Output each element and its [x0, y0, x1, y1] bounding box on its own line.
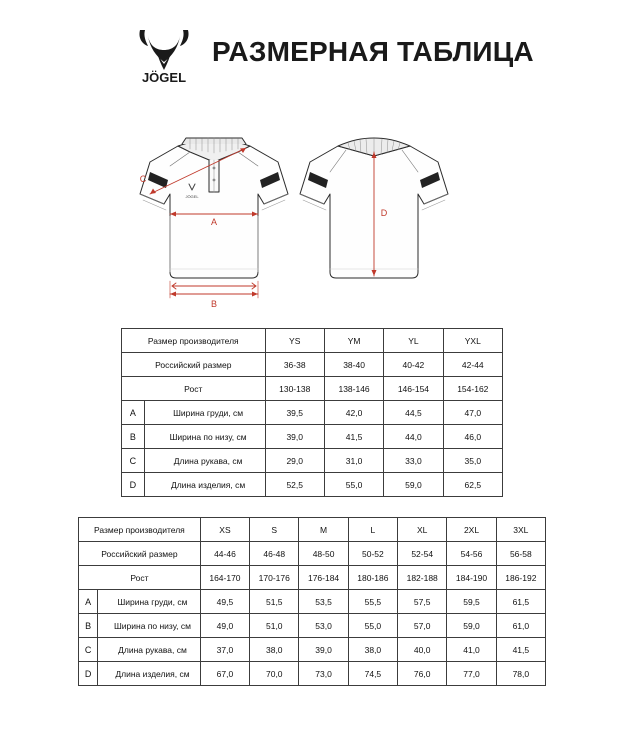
cell-value: 73,0 [299, 662, 348, 686]
size-col-header: YXL [443, 329, 502, 353]
cell-value: 39,0 [299, 638, 348, 662]
cell-value: 47,0 [443, 401, 502, 425]
row-letter: D [122, 473, 145, 497]
cell-value: 33,0 [384, 449, 443, 473]
cell-value: 56-58 [496, 542, 545, 566]
table-row [122, 329, 503, 353]
cell-value: 164-170 [200, 566, 249, 590]
cell-value: 42,0 [324, 401, 383, 425]
size-col-header: L [348, 518, 397, 542]
cell-value: 37,0 [200, 638, 249, 662]
cell-value: 29,0 [265, 449, 324, 473]
row-label: Длина изделия, см [98, 662, 201, 686]
size-col-header: YM [324, 329, 383, 353]
table-row [79, 566, 546, 590]
cell-value: 44-46 [200, 542, 249, 566]
cell-value: 39,5 [265, 401, 324, 425]
label-b: B [210, 299, 218, 309]
row-label: Рост [122, 377, 266, 401]
cell-value: 78,0 [496, 662, 545, 686]
cell-value: 50-52 [348, 542, 397, 566]
size-col-header: M [299, 518, 348, 542]
cell-value: 70,0 [250, 662, 299, 686]
cell-value: 38-40 [324, 353, 383, 377]
cell-value: 48-50 [299, 542, 348, 566]
cell-value: 42-44 [443, 353, 502, 377]
bottom-padding [0, 686, 624, 726]
cell-value: 176-184 [299, 566, 348, 590]
table-row [122, 401, 503, 425]
table-row [122, 377, 503, 401]
table-row [79, 518, 546, 542]
cell-value: 52-54 [398, 542, 447, 566]
cell-value: 76,0 [398, 662, 447, 686]
row-letter: A [79, 590, 98, 614]
cell-value: 53,0 [299, 614, 348, 638]
row-letter: D [79, 662, 98, 686]
cell-value: 31,0 [324, 449, 383, 473]
table-youth-sizes [121, 328, 503, 497]
cell-value: 44,5 [384, 401, 443, 425]
table-row [122, 353, 503, 377]
cell-value: 39,0 [265, 425, 324, 449]
cell-value: 38,0 [348, 638, 397, 662]
cell-value: 55,0 [348, 614, 397, 638]
cell-value: 180-186 [348, 566, 397, 590]
row-label: Длина изделия, см [144, 473, 265, 497]
cell-value: 36-38 [265, 353, 324, 377]
row-letter: B [122, 425, 145, 449]
size-col-header: YL [384, 329, 443, 353]
cell-value: 44,0 [384, 425, 443, 449]
cell-value: 41,0 [447, 638, 496, 662]
cell-value: 46-48 [250, 542, 299, 566]
measure-lines [168, 283, 262, 289]
svg-text:JÖGEL: JÖGEL [185, 194, 199, 199]
page-title: РАЗМЕРНАЯ ТАБЛИЦА [212, 36, 534, 67]
logo-wordmark: JÖGEL [141, 70, 187, 85]
cell-value: 52,5 [265, 473, 324, 497]
cell-value: 49,5 [200, 590, 249, 614]
row-label: Российский размер [122, 353, 266, 377]
cell-value: 61,5 [496, 590, 545, 614]
cell-value: 67,0 [200, 662, 249, 686]
table-row [122, 473, 503, 497]
cell-value: 62,5 [443, 473, 502, 497]
row-label: Ширина груди, см [98, 590, 201, 614]
cell-value: 182-188 [398, 566, 447, 590]
size-tables [0, 328, 624, 726]
cell-value: 186-192 [496, 566, 545, 590]
cell-value: 59,0 [384, 473, 443, 497]
cell-value: 40-42 [384, 353, 443, 377]
size-col-header: 3XL [496, 518, 545, 542]
cell-value: 138-146 [324, 377, 383, 401]
row-label: Ширина по низу, см [144, 425, 265, 449]
cell-value: 77,0 [447, 662, 496, 686]
cell-value: 130-138 [265, 377, 324, 401]
header-manufacturer-size: Размер производителя [79, 518, 201, 542]
table-row [79, 542, 546, 566]
row-letter: A [122, 401, 145, 425]
table-row [79, 662, 546, 686]
table-spacer [0, 497, 624, 517]
cell-value: 55,0 [324, 473, 383, 497]
cell-value: 146-154 [384, 377, 443, 401]
cell-value: 38,0 [250, 638, 299, 662]
row-letter: C [79, 638, 98, 662]
table-row [79, 638, 546, 662]
table-row [79, 614, 546, 638]
size-col-header: 2XL [447, 518, 496, 542]
size-col-header: YS [265, 329, 324, 353]
row-label: Длина рукава, см [144, 449, 265, 473]
label-d: D [380, 208, 388, 218]
cell-value: 41,5 [324, 425, 383, 449]
size-col-header: XL [398, 518, 447, 542]
header-manufacturer-size: Размер производителя [122, 329, 266, 353]
row-label: Российский размер [79, 542, 201, 566]
cell-value: 59,5 [447, 590, 496, 614]
cell-value: 35,0 [443, 449, 502, 473]
cell-value: 170-176 [250, 566, 299, 590]
size-col-header: XS [200, 518, 249, 542]
cell-value: 51,5 [250, 590, 299, 614]
front-view [140, 138, 288, 278]
cell-value: 49,0 [200, 614, 249, 638]
cell-value: 57,5 [398, 590, 447, 614]
row-label: Рост [79, 566, 201, 590]
garment-diagram [0, 76, 624, 328]
table-row [122, 425, 503, 449]
page-header [0, 0, 624, 85]
row-label: Ширина груди, см [144, 401, 265, 425]
cell-value: 61,0 [496, 614, 545, 638]
cell-value: 40,0 [398, 638, 447, 662]
row-letter: C [122, 449, 145, 473]
row-letter: B [79, 614, 98, 638]
cell-value: 154-162 [443, 377, 502, 401]
cell-value: 54-56 [447, 542, 496, 566]
measure-b [170, 281, 258, 309]
table-adult-sizes [78, 517, 546, 686]
cell-value: 53,5 [299, 590, 348, 614]
row-label: Длина рукава, см [98, 638, 201, 662]
cell-value: 55,5 [348, 590, 397, 614]
cell-value: 57,0 [398, 614, 447, 638]
label-a: A [210, 217, 218, 227]
cell-value: 51,0 [250, 614, 299, 638]
cell-value: 46,0 [443, 425, 502, 449]
cell-value: 184-190 [447, 566, 496, 590]
table-row [122, 449, 503, 473]
table-row [79, 590, 546, 614]
label-c: C [139, 174, 147, 184]
cell-value: 74,5 [348, 662, 397, 686]
row-label: Ширина по низу, см [98, 614, 201, 638]
size-col-header: S [250, 518, 299, 542]
cell-value: 59,0 [447, 614, 496, 638]
cell-value: 41,5 [496, 638, 545, 662]
